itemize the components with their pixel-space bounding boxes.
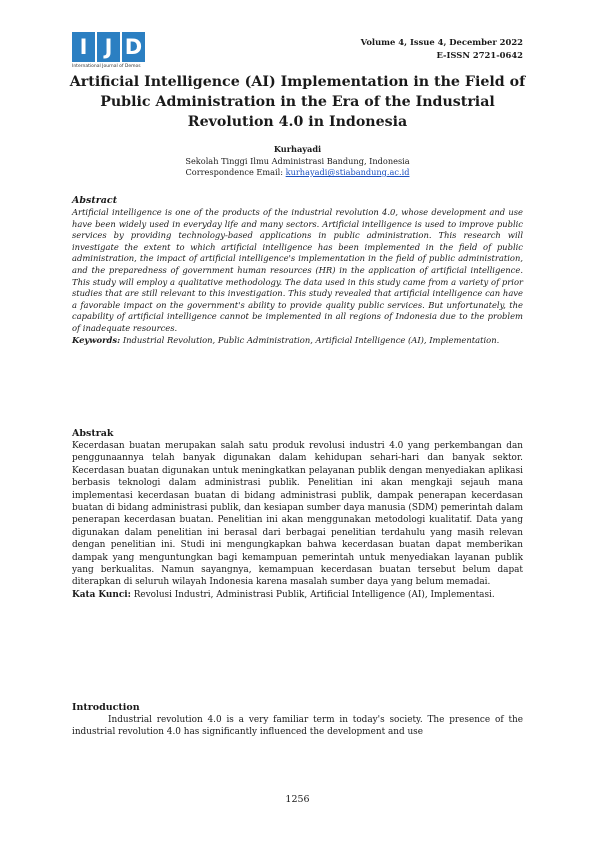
journal-info bbox=[361, 36, 523, 62]
email-label: Correspondence Email: bbox=[185, 167, 286, 177]
introduction-heading: Introduction bbox=[72, 702, 140, 713]
kata-kunci-text: Revolusi Industri, Administrasi Publik, Artificial Intelligence (AI), Implementasi. bbox=[130, 589, 495, 600]
email-link[interactable]: kurhayadi@stiabandung.ac.id bbox=[285, 167, 410, 177]
abstract-english bbox=[72, 195, 523, 346]
logo-letter: D bbox=[122, 32, 145, 62]
author-affiliation: Sekolah Tinggi Ilmu Administrasi Bandung, Indonesia bbox=[185, 155, 410, 166]
abstract-indonesian bbox=[72, 428, 523, 601]
abstrak-text: Kecerdasan buatan merupakan salah satu produk revolusi industri 4.0 yang perkembangan dan penggunaannya telah banyak digunakan dalam kehidupan sehari-hari dan banyak sektor. Kecerdasan buatan digunakan untuk meningkatkan pelayanan publik dengan menyediakan aplikasi berbasis teknologi dalam administrasi publik. Penelitian ini akan mengkaji sejauh mana implementasi kecerdasan buatan di bidang administrasi publik, dampak penerapan kecerdasan buatan di bidang administrasi publik, dan kesiapan sumber daya manusia (SDM) pemerintah dalam penerapan kecerdasan buatan. Penelitian ini akan menggunakan metodologi kualitatif. Data yang digunakan dalam penelitian ini berasal dari berbagai penelitian terdahulu yang masih relevan dengan penelitian ini. Studi ini mengungkapkan bahwa kecerdasan buatan dapat memberikan dampak yang menguntungkan bagi kemampuan pemerintah untuk menyediakan layanan publik yang berkualitas. Namun sayangnya, kemampuan kecerdasan buatan tersebut belum dapat diterapkan di seluruh wilayah Indonesia karena masalah sumber daya yang belum memadai. bbox=[72, 441, 523, 588]
logo-letter: I bbox=[72, 32, 95, 62]
introduction-text: Industrial revolution 4.0 is a very familiar term in today's society. The presence of the industrial revolution 4.0 has significantly influenced the development and use bbox=[72, 715, 523, 738]
logo-letter: J bbox=[97, 32, 120, 62]
volume-line: Volume 4, Issue 4, December 2022 bbox=[360, 37, 523, 47]
paper-title: Artificial Intelligence (AI) Implementation in the Field of Public Administration in the Era of the Industrial Revolution 4.0 in Indonesia bbox=[69, 74, 526, 130]
logo-letters bbox=[72, 32, 172, 62]
keywords-label: Keywords: bbox=[72, 334, 121, 345]
kata-kunci-line bbox=[72, 589, 523, 601]
introduction-section bbox=[72, 702, 523, 739]
abstract-text: Artificial intelligence is one of the products of the industrial revolution 4.0, whose development and use have been widely used in everyday life and many sectors. Artificial intelligence is used to improve public services by providing technology-based applications in public administration. This research will investigate the extent to which artificial intelligence has been implemented in the field of public administration, the impact of artificial intelligence's implementation in the field of public administration, and the preparedness of government human resources (HR) in the application of artificial intelligence. This study will employ a qualitative methodology. The data used in this study came from a variety of prior studies that are still relevant to this investigation. This study revealed that artificial intelligence can have a favorable impact on the government's ability to provide quality public services. But unfortunately, the capability of artificial intelligence cannot be implemented in all regions of Indonesia due to the problem of inadequate resources. bbox=[72, 207, 523, 333]
abstract-heading: Abstract bbox=[72, 195, 118, 206]
keywords-text: Industrial Revolution, Public Administration, Artificial Intelligence (AI), Implementation. bbox=[120, 334, 500, 345]
kata-kunci-label: Kata Kunci: bbox=[72, 589, 131, 600]
journal-logo bbox=[72, 32, 172, 71]
abstrak-heading: Abstrak bbox=[72, 428, 114, 439]
author-block bbox=[60, 144, 535, 179]
issn-line: E-ISSN 2721-0642 bbox=[436, 50, 523, 60]
keywords-line bbox=[72, 335, 523, 347]
author-name: Kurhayadi bbox=[273, 144, 322, 154]
correspondence-line bbox=[60, 167, 535, 179]
logo-subtitle: International Journal of Demos bbox=[72, 64, 141, 69]
page-number: 1256 bbox=[285, 794, 310, 805]
